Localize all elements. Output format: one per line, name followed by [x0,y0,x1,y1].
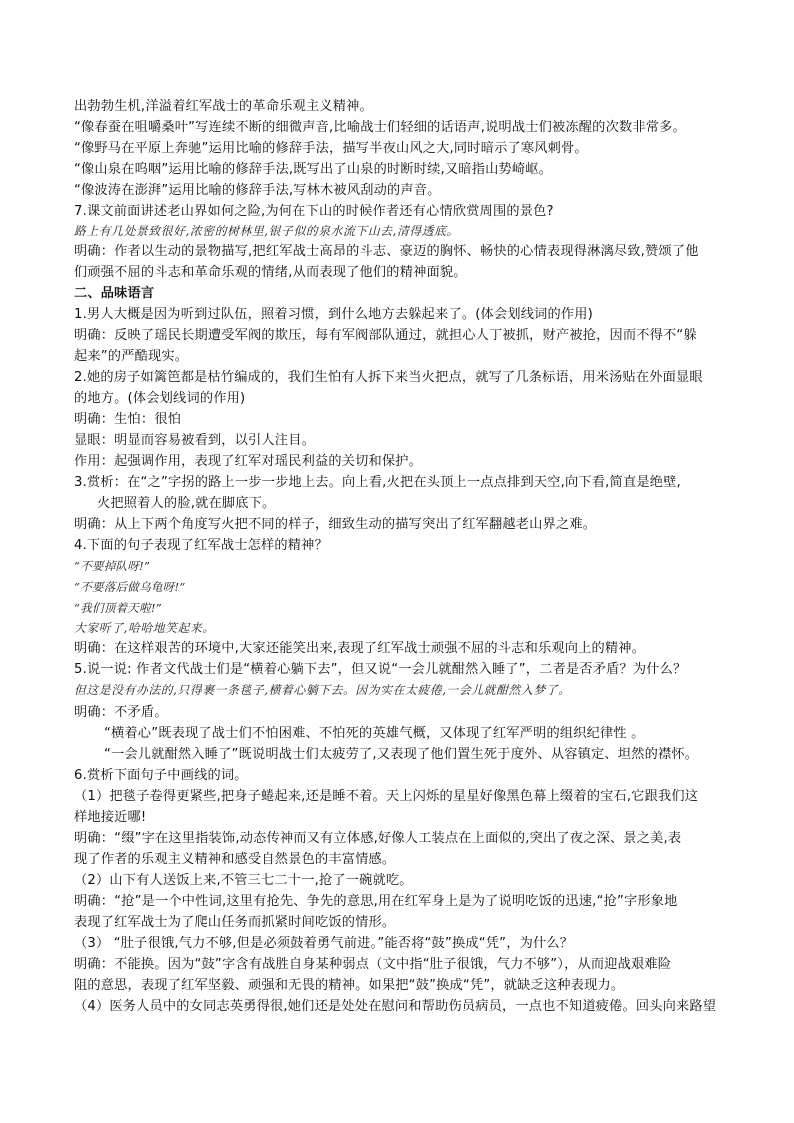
question-line: 5.说一说: 作者文代战士们是“横着心躺下去”，但又说“一会儿就酣然入睡了”，二者是否矛盾？为什么？ [74,662,687,677]
text-line: 出勃勃生机,洋溢着红军战士的革命乐观主义精神。 [74,99,373,114]
text-line: “像山泉在呜咽”运用比喻的修辞手法,既写出了山泉的时断时续,又暗指山势崎岖。 [74,162,553,177]
text-line: “一会儿就酣然入睡了”既说明战士们太疲劳了,又表现了他们置生死于度外、从容镇定、坦然的襟怀。 [104,747,699,762]
text-line: （2）山下有人送饭上来,不管三七二十一,抢了一碗就吃。 [74,873,413,888]
question-line: 1.男人大概是因为听到过队伍，照着习惯，到什么地方去躲起来了。(体会划线词的作用) [74,307,594,322]
answer-line: 明确：从上下两个角度写火把不同的样子，细致生动的描写突出了红军翻越老山界之难。 [74,517,597,532]
quote-line: “不要掉队呀!” [74,559,151,573]
text-line: 阻的意思，表现了红军坚毅、顽强和无畏的精神。如果把“鼓”换成“凭”，就缺乏这种表现力。 [74,978,625,993]
text-line: 显眼：明显而容易被看到，以引人注目。 [74,433,315,448]
question-line: 6.赏析下面句子中画线的词。 [74,768,248,783]
answer-line: 明确：不矛盾。 [74,705,168,720]
text-line: “像春蚕在咀嚼桑叶”写连续不断的细微声音,比喻战士们轻细的话语声,说明战士们被冻醒的次数非常多。 [74,120,686,135]
excerpt-line: 路上有几处景致很好,浓密的树林里,银子似的泉水流下山去,清得透底。 [74,224,459,238]
text-line: “像野马在平原上奔驰”运用比喻的修辞手法，描写半夜山风之大,同时暗示了寒风刺骨。 [74,141,588,156]
quote-line: “不要落后做乌龟呀!” [74,580,186,594]
text-line: （1）把毯子卷得更紧些,把身子蜷起来,还是睡不着。天上闪烁的星星好像黑色幕上缀着的宝石,它跟我们这 [74,789,699,804]
text-line: 的地方。(体会划线词的作用) [74,391,246,406]
question-line: 2.她的房子如篱笆都是枯竹编成的，我们生怕有人拆下来当火把点，就写了几条标语，用米汤贴在外面显眼 [74,370,703,385]
text-line: 火把照着人的脸,就在脚底下。 [97,496,276,511]
answer-line: 明确：不能换。因为“鼓”字含有战胜自身某种弱点（文中指“肚子很饿，气力不够”），从而迎战艰难险 [74,957,672,972]
text-line: （3） “肚子很饿,气力不够,但是必须鼓着勇气前进。”能否将“鼓”换成“凭”，为什么？ [74,936,574,951]
question-line: 4.下面的句子表现了红军战士怎样的精神？ [74,538,328,553]
text-line: 起来”的严酷现实。 [74,349,189,364]
text-line: 表现了红军战士为了爬山任务而抓紧时间吃饭的情形。 [74,915,396,930]
answer-line: 明确：作者以生动的景物描写,把红军战士高昂的斗志、豪迈的胸怀、畅快的心情表现得淋漓尽致,赞颂了他 [74,244,699,259]
answer-line: 明确：“缀”字在这里指装饰,动态传神而又有立体感,好像人工装点在上面似的,突出了夜之深、景之美,表 [74,831,682,846]
question-line: 3.赏析：在“之”字拐的路上一步一步地上去。向上看,火把在头顶上一点点排到天空,向下看,简直是绝壁, [74,475,681,490]
question-line: 7.课文前面讲述老山界如何之险,为何在下山的时候作者还有心情欣赏周围的景色? [74,204,554,219]
excerpt-line: 但这是没有办法的,只得裹一条毯子,横着心躺下去。因为实在太疲倦,一会儿就酣然入梦了。 [74,683,571,697]
section-heading: 二、品味语言 [74,286,155,301]
quote-line: “我们顶着天啦!” [74,601,162,615]
answer-line: 明确：生怕：很怕 [74,412,182,427]
answer-line: 明确：在这样艰苦的环境中,大家还能笑出来,表现了红军战士顽强不屈的斗志和乐观向上的精神。 [74,641,646,656]
text-line: 作用：起强调作用，表现了红军对瑶民利益的关切和保护。 [74,454,423,469]
answer-line: 明确：“抢”是一个中性词,这里有抢先、争先的意思,用在红军身上是为了说明吃饭的迅速,“抢”字形象地 [74,894,678,909]
text-line: 们顽强不屈的斗志和革命乐观的情绪,从而表现了他们的精神面貌。 [74,265,467,280]
answer-line: 明确：反映了瑶民长期遭受军阀的欺压，每有军阀部队通过，就担心人丁被抓，财产被抢，因而不得不“躲 [74,328,697,343]
text-line: 样地接近哪! [74,810,147,825]
text-line: “横着心”既表现了战士们不怕困难、不怕死的英雄气概，又体现了红军严明的组织纪律性 。 [104,726,645,741]
text-line: （4）医务人员中的女同志英勇得很,她们还是处处在慰问和帮助伤员病员，一点也不知道疲倦。回头向来路望 [74,999,717,1014]
excerpt-line: 大家听了,哈哈地笑起来。 [74,621,215,635]
text-line: “像波涛在澎湃”运用比喻的修辞手法,写林木被风刮动的声音。 [74,183,441,198]
text-line: 现了作者的乐观主义精神和感受自然景色的丰富情感。 [74,852,396,867]
